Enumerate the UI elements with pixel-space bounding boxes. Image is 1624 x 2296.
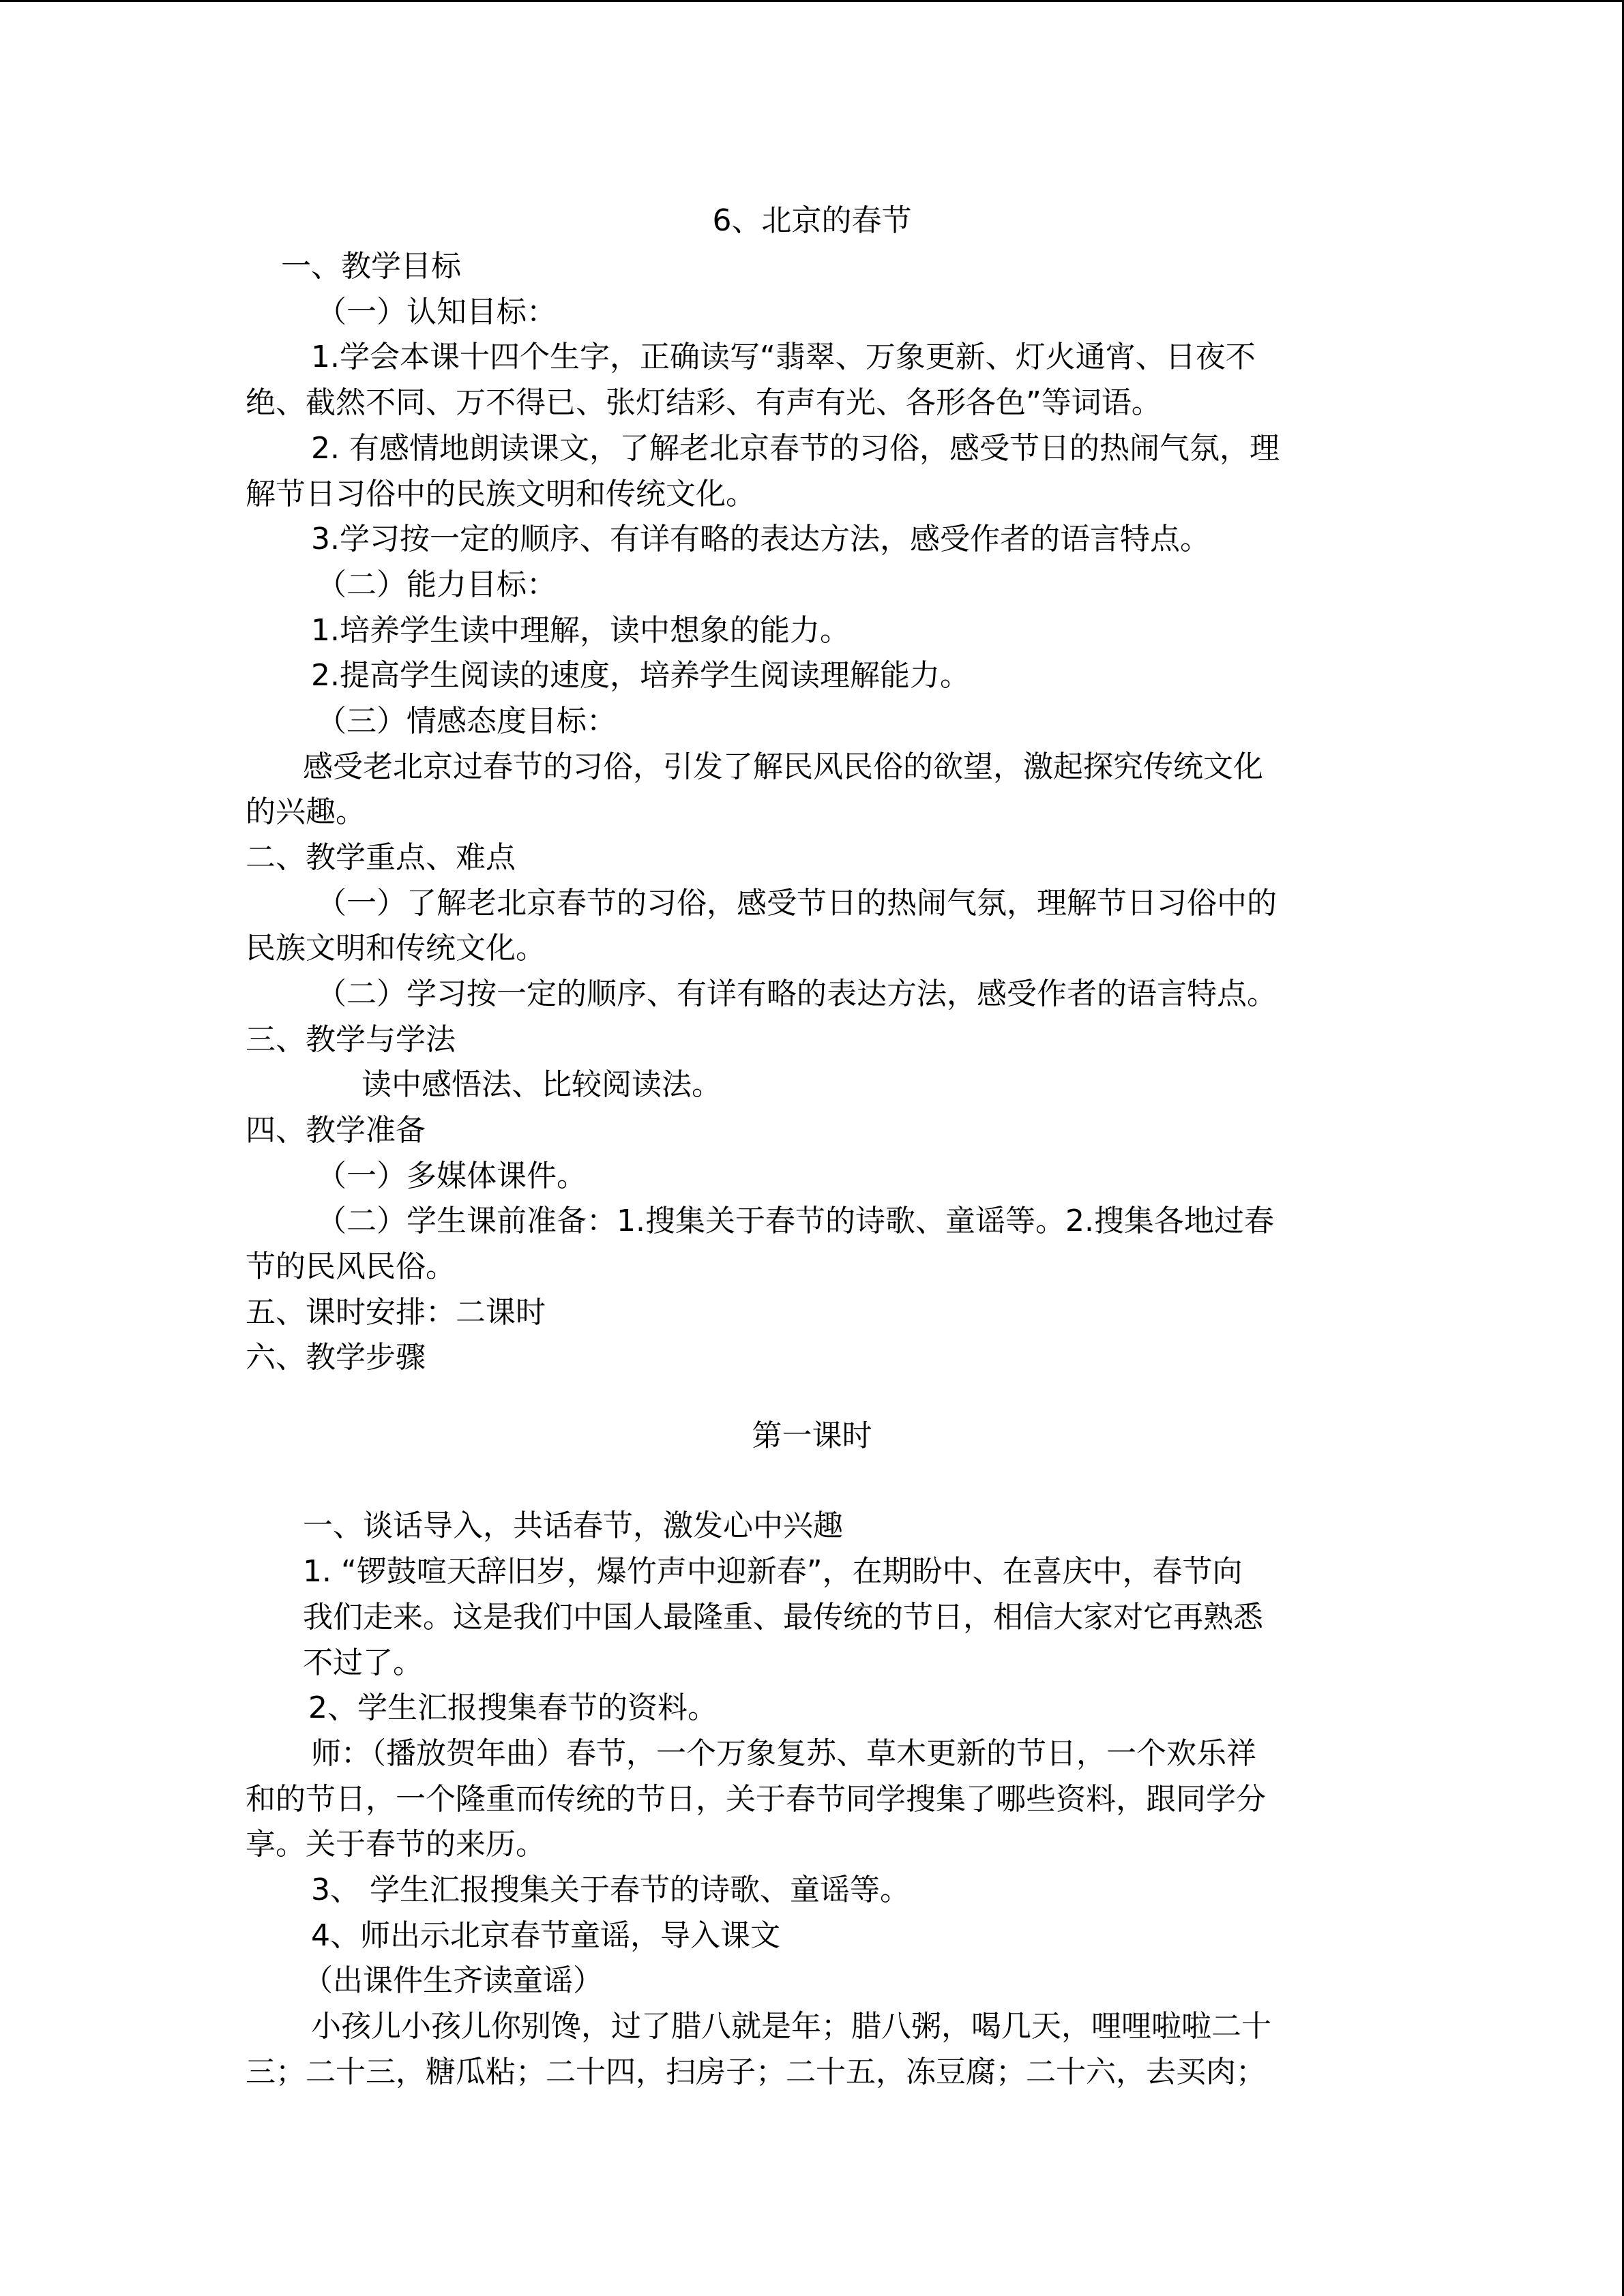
body-line: 不过了。 xyxy=(303,1645,423,1680)
body-line: 节的民风民俗。 xyxy=(246,1249,456,1284)
heading-steps: 六、教学步骤 xyxy=(246,1340,426,1375)
body-line: （出课件生齐读童谣） xyxy=(303,1963,603,1998)
body-line: 民族文明和传统文化。 xyxy=(246,931,546,966)
subheading-emotion-goals: （三）情感态度目标： xyxy=(316,704,617,739)
body-line: 3、 学生汇报搜集关于春节的诗歌、童谣等。 xyxy=(311,1873,910,1907)
body-line: 三；二十三，糖瓜粘；二十四，扫房子；二十五，冻豆腐；二十六，去买肉； xyxy=(246,2055,1266,2089)
body-line: 师：（播放贺年曲）春节，一个万象复苏、草木更新的节日，一个欢乐祥 xyxy=(311,1736,1256,1771)
body-line: 2.提高学生阅读的速度，培养学生阅读理解能力。 xyxy=(311,658,970,693)
body-line: 感受老北京过春节的习俗，引发了解民风民俗的欲望，激起探究传统文化 xyxy=(303,749,1263,784)
body-line: 和的节日，一个隆重而传统的节日，关于春节同学搜集了哪些资料，跟同学分 xyxy=(246,1782,1266,1817)
body-line: （一）了解老北京春节的习俗，感受节日的热闹气氛，理解节日习俗中的 xyxy=(316,886,1277,921)
body-line: 2、学生汇报搜集春节的资料。 xyxy=(308,1690,718,1725)
body-line: 1.学会本课十四个生字，正确读写“翡翠、万象更新、灯火通宵、日夜不 xyxy=(311,340,1256,374)
body-line: 1.培养学生读中理解，读中想象的能力。 xyxy=(311,613,850,648)
body-line: 小孩儿小孩儿你别馋，过了腊八就是年；腊八粥，喝几天，哩哩啦啦二十 xyxy=(311,2009,1271,2044)
body-line: 解节日习俗中的民族文明和传统文化。 xyxy=(246,477,756,511)
subheading-cognitive-goals: （一）认知目标： xyxy=(316,295,557,329)
body-line: 3.学习按一定的顺序、有详有略的表达方法，感受作者的语言特点。 xyxy=(311,522,1210,556)
body-line: 读中感悟法、比较阅读法。 xyxy=(361,1067,722,1102)
heading-teaching-methods: 三、教学与学法 xyxy=(246,1022,456,1057)
body-line: 一、谈话导入，共话春节，激发心中兴趣 xyxy=(303,1508,843,1543)
document-title: 6、北京的春节 xyxy=(712,203,912,238)
heading-teaching-goals: 一、教学目标 xyxy=(281,249,461,284)
heading-preparation: 四、教学准备 xyxy=(246,1113,426,1148)
body-line: 的兴趣。 xyxy=(246,794,366,829)
section-title: 第一课时 xyxy=(752,1418,872,1453)
page-border-top xyxy=(0,0,1624,2)
body-line: 4、师出示北京春节童谣，导入课文 xyxy=(311,1918,780,1953)
body-line: 绝、截然不同、万不得已、张灯结彩、有声有光、各形各色”等词语。 xyxy=(246,385,1162,420)
body-line: （二）学生课前准备：1.搜集关于春节的诗歌、童谣等。2.搜集各地过春 xyxy=(316,1204,1274,1238)
body-line: （二）学习按一定的顺序、有详有略的表达方法，感受作者的语言特点。 xyxy=(316,976,1277,1011)
body-line: 我们走来。这是我们中国人最隆重、最传统的节日，相信大家对它再熟悉 xyxy=(303,1600,1263,1635)
heading-schedule: 五、课时安排：二课时 xyxy=(246,1295,546,1330)
body-line: 2. 有感情地朗读课文，了解老北京春节的习俗，感受节日的热闹气氛，理 xyxy=(311,431,1280,466)
body-line: 1. “锣鼓喧天辞旧岁，爆竹声中迎新春”，在期盼中、在喜庆中，春节向 xyxy=(303,1554,1243,1589)
subheading-ability-goals: （二）能力目标： xyxy=(316,567,557,602)
body-line: 享。关于春节的来历。 xyxy=(246,1827,546,1862)
body-line: （一）多媒体课件。 xyxy=(316,1159,587,1193)
heading-key-points: 二、教学重点、难点 xyxy=(246,840,516,875)
